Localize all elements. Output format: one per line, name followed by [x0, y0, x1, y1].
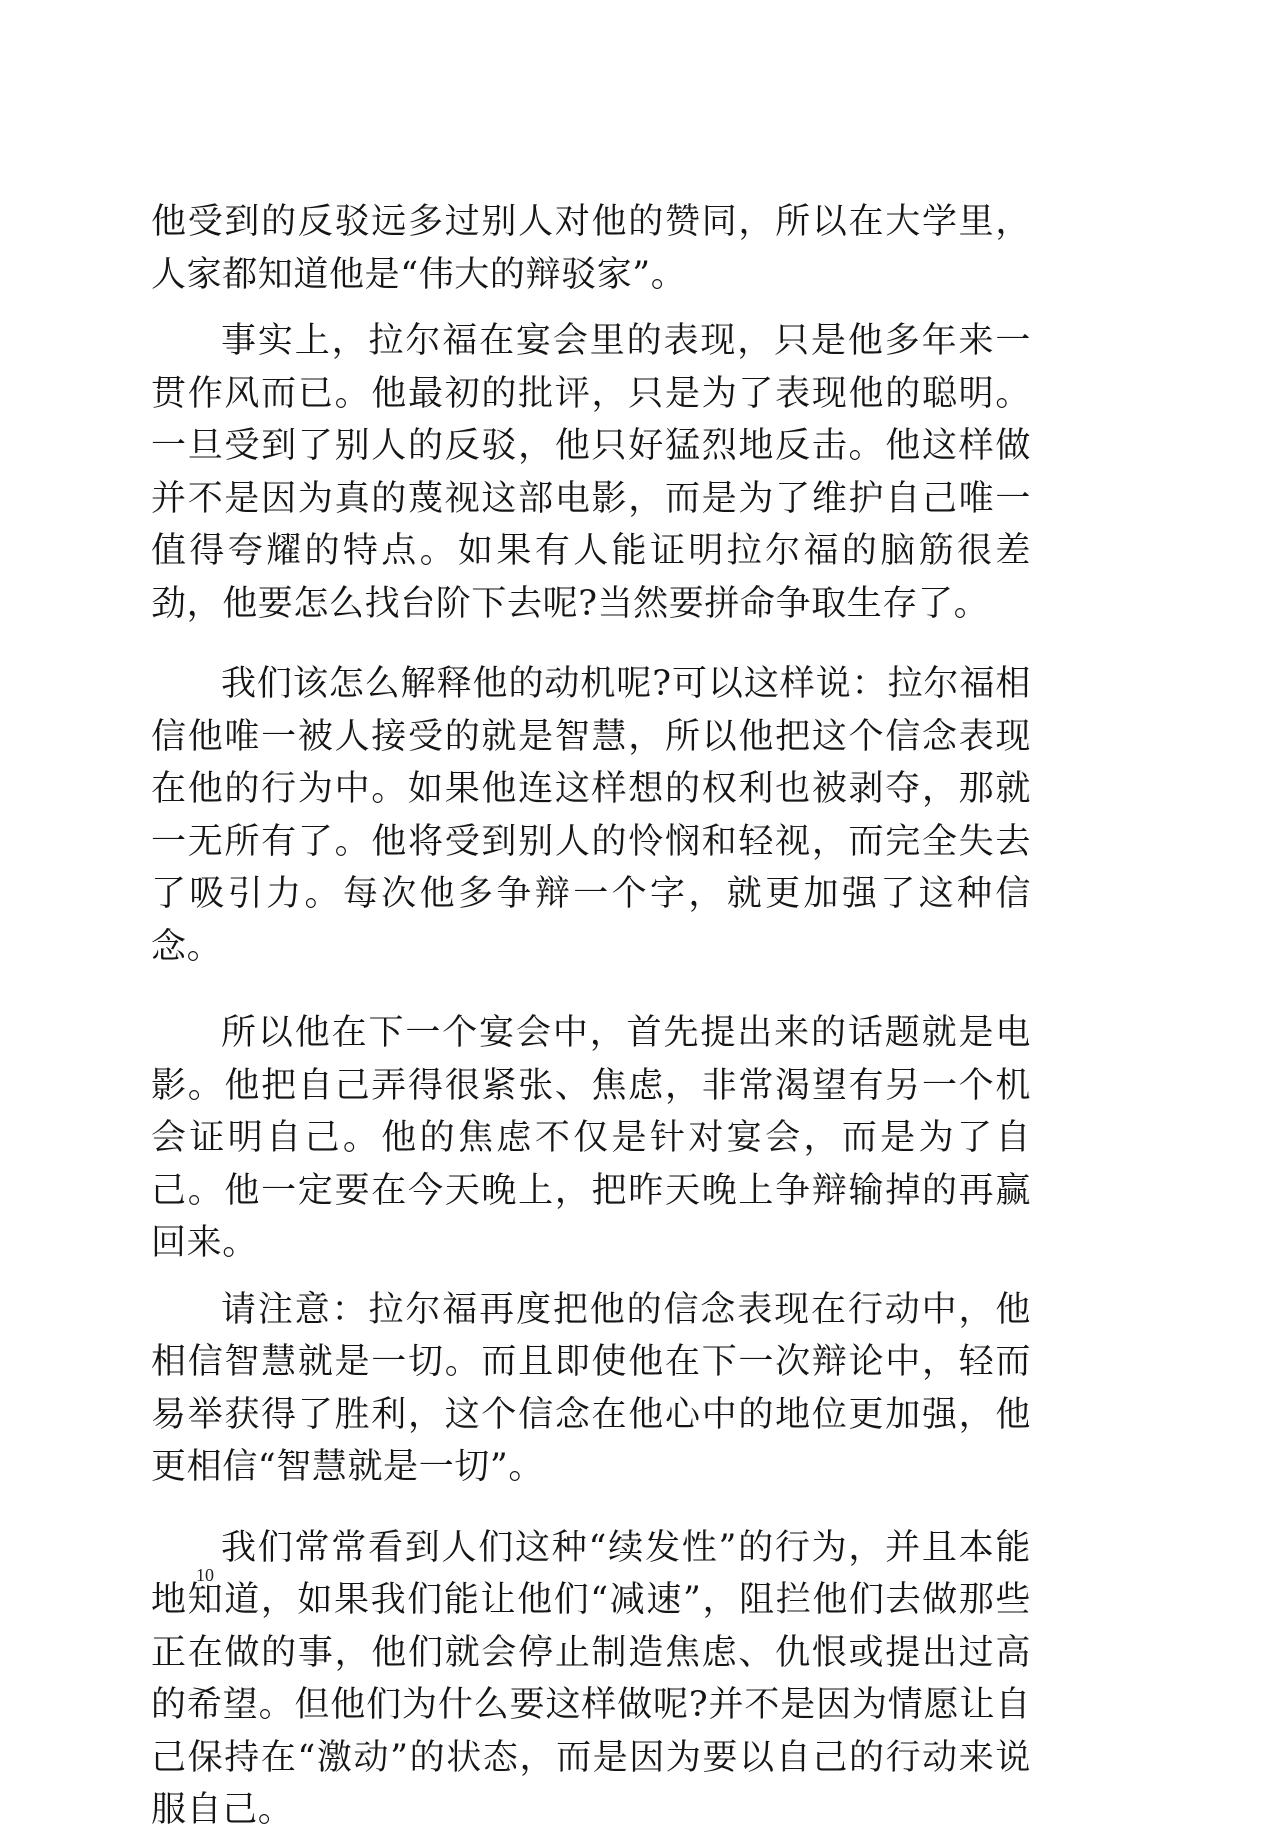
- paragraph-5: 请注意：拉尔福再度把他的信念表现在行动中，他相信智慧就是一切。而且即使他在下一次辩论中，轻而易举获得了胜利，这个信念在他心中的地位更加强，他更相信“智慧就是一切”。: [151, 1289, 1031, 1487]
- paragraph-4: 所以他在下一个宴会中，首先提出来的话题就是电影。他把自己弄得很紧张、焦虑，非常渴望有另一个机会证明自己。他的焦虑不仅是针对宴会，而是为了自己。他一定要在今天晚上，把昨天晚上争辩输掉的再赢回来。: [151, 1013, 1031, 1263]
- page-number: 10: [196, 1565, 214, 1585]
- paragraph-1: 他受到的反驳远多过别人对他的赞同，所以在大学里，人家都知道他是“伟大的辩驳家”。: [151, 202, 1031, 295]
- body-text: [151, 196, 1031, 1837]
- paragraph-2: 事实上，拉尔福在宴会里的表现，只是他多年来一贯作风而已。他最初的批评，只是为了表现他的聪明。一旦受到了别人的反驳，他只好猛烈地反击。他这样做并不是因为真的蔑视这部电影，而是为了维护自己唯一值得夸耀的特点。如果有人能证明拉尔福的脑筋很差劲，他要怎么找台阶下去呢?当然要拼命争取生存了。: [151, 321, 1031, 624]
- paragraph-3: 我们该怎么解释他的动机呢?可以这样说：拉尔福相信他唯一被人接受的就是智慧，所以他把这个信念表现在他的行为中。如果他连这样想的权利也被剥夺，那就一无所有了。他将受到别人的怜悯和轻视，而完全失去了吸引力。每次他多争辩一个字，就更加强了这种信念。: [151, 664, 1031, 967]
- paragraph-6: 我们常常看到人们这种“续发性”的行为，并且本能地知道，如果我们能让他们“减速”，阻拦他们去做那些正在做的事，他们就会停止制造焦虑、仇恨或提出过高的希望。但他们为什么要这样做呢?并不是因为情愿让自己保持在“激动”的状态，而是因为要以自己的行动来说服自己。: [151, 1527, 1031, 1830]
